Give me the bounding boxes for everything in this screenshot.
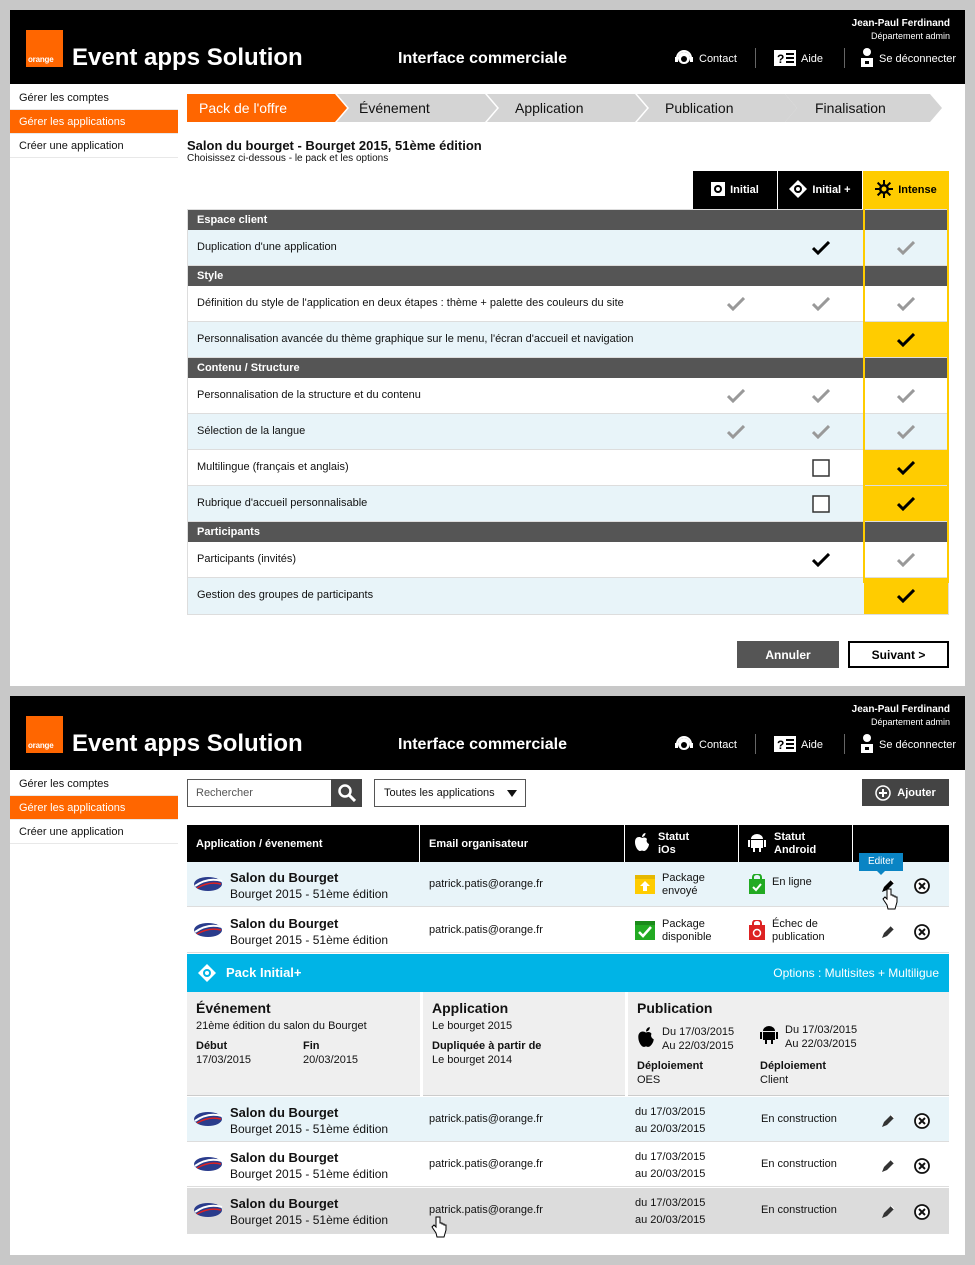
check-icon — [694, 286, 778, 321]
sidebar-item-applications[interactable]: Gérer les applications — [10, 110, 178, 134]
sidebar-item-accounts[interactable]: Gérer les comptes — [10, 772, 178, 796]
plane-logo-icon — [193, 1110, 223, 1128]
feature-row: Participants (invités) — [188, 542, 948, 578]
help-book-icon — [774, 736, 796, 755]
check-icon — [779, 230, 863, 265]
step-finalisation[interactable]: Finalisation — [785, 94, 942, 122]
contact-link[interactable]: Contact — [674, 734, 737, 756]
android-icon — [760, 1024, 778, 1044]
cancel-button[interactable]: Annuler — [737, 641, 839, 668]
delete-circle-icon[interactable] — [914, 924, 930, 940]
feature-row: Personnalisation avancée du thème graphique sur le menu, l'écran d'accueil et navigation — [188, 322, 948, 358]
sidebar-item-accounts[interactable]: Gérer les comptes — [10, 86, 178, 110]
detail-publication: Publication Du 17/03/2015 Au 22/03/2015 Déploiement OES Du 17/03/2015 Au 22/03/2015 Déploiement Client — [625, 992, 949, 1096]
option-checkbox[interactable] — [779, 486, 863, 521]
check-icon — [779, 286, 863, 321]
delete-circle-icon[interactable] — [914, 878, 930, 894]
edit-pencil-icon[interactable] — [880, 1204, 896, 1220]
help-link[interactable]: ? Aide — [774, 734, 823, 756]
brand-title: Event apps Solution — [72, 44, 303, 71]
status-text: En construction — [761, 1158, 837, 1170]
feature-row: Personnalisation de la structure et du contenu — [188, 378, 948, 414]
pack-initial-plus[interactable]: Initial + — [778, 171, 862, 209]
interface-title: Interface commerciale — [398, 736, 567, 753]
feature-row: Sélection de la langue — [188, 414, 948, 450]
logout-link[interactable]: Se déconnecter — [860, 734, 956, 756]
sidebar-item-create[interactable]: Créer une application — [10, 134, 178, 158]
check-icon — [864, 450, 948, 485]
feature-row: Gestion des groupes de participants — [188, 578, 948, 614]
android-status: Échec de publication — [749, 918, 825, 944]
app-detail — [187, 992, 949, 1096]
interface-title: Interface commerciale — [398, 50, 567, 67]
add-button[interactable]: Ajouter — [862, 779, 949, 806]
android-icon — [748, 832, 766, 855]
delete-circle-icon[interactable] — [914, 1113, 930, 1129]
publication-dates: du 17/03/2015 au 20/03/2015 — [635, 1197, 706, 1226]
pack-initial-plus-icon — [789, 180, 807, 201]
plane-logo-icon — [193, 1155, 223, 1173]
edit-pencil-icon[interactable] — [880, 1158, 896, 1174]
stepper — [187, 94, 942, 122]
sidebar-item-applications[interactable]: Gérer les applications — [10, 796, 178, 820]
headset-icon — [674, 49, 694, 70]
section-header: Style — [188, 266, 948, 286]
hand-cursor-icon — [882, 888, 898, 910]
pack-intense[interactable]: Intense — [863, 171, 949, 209]
header — [10, 696, 965, 770]
detail-application: Application Le bourget 2015 Dupliquée à partir de Le bourget 2014 — [420, 992, 625, 1096]
app-filter-select[interactable]: Toutes les applications — [374, 779, 526, 807]
orange-logo[interactable]: orange — [26, 30, 63, 67]
delete-circle-icon[interactable] — [914, 1204, 930, 1220]
apple-icon — [634, 832, 650, 855]
detail-event: Événement 21ème édition du salon du Bourget Début 17/03/2015 Fin 20/03/2015 — [196, 1000, 367, 1066]
section-header: Contenu / Structure — [188, 358, 948, 378]
section-header: Espace client — [188, 210, 948, 230]
lock-user-icon — [860, 48, 874, 71]
check-icon — [694, 378, 778, 413]
hand-cursor-icon — [431, 1216, 447, 1238]
sidebar — [10, 772, 178, 844]
check-icon — [864, 378, 948, 413]
pack-initial[interactable]: Initial — [693, 171, 777, 209]
check-icon — [864, 542, 948, 577]
pack-name: Pack Initial+ — [226, 965, 302, 980]
lock-user-icon — [860, 734, 874, 757]
brand-title: Event apps Solution — [72, 730, 303, 757]
publication-dates: du 17/03/2015 au 20/03/2015 — [635, 1106, 706, 1135]
step-publication[interactable]: Publication — [637, 94, 797, 122]
feature-row: Rubrique d'accueil personnalisable — [188, 486, 948, 522]
package-sent-icon — [635, 874, 655, 894]
search-icon — [338, 784, 356, 802]
apple-icon — [637, 1026, 655, 1048]
contact-link[interactable]: Contact — [674, 48, 737, 70]
table-row[interactable]: Salon du Bourget Bourget 2015 - 51ème édition patrick.patis@orange.fr du 17/03/2015 au 20/03/2015 En construction — [187, 1142, 949, 1187]
user-role: Département admin — [870, 717, 950, 727]
ios-status: Package disponible — [635, 918, 712, 944]
help-link[interactable]: ? Aide — [774, 48, 823, 70]
publication-dates: du 17/03/2015 au 20/03/2015 — [635, 1151, 706, 1180]
plane-logo-icon — [193, 875, 223, 893]
logout-link[interactable]: Se déconnecter — [860, 48, 956, 70]
headset-icon — [674, 735, 694, 756]
user-info — [852, 18, 950, 42]
apps-panel — [10, 696, 965, 1255]
step-pack[interactable]: Pack de l'offre — [187, 94, 347, 122]
pack-initial-icon — [711, 182, 725, 199]
col-application[interactable]: Application / évenement — [187, 825, 420, 862]
apps-table-header — [187, 825, 949, 862]
next-button[interactable]: Suivant > — [848, 641, 949, 668]
check-icon — [864, 322, 948, 357]
svg-text:?: ? — [777, 51, 785, 66]
pack-intense-icon — [875, 180, 893, 201]
sidebar — [10, 86, 178, 158]
status-text: En construction — [761, 1113, 837, 1125]
option-checkbox[interactable] — [779, 450, 863, 485]
failed-bag-icon — [749, 920, 765, 940]
pack-diamond-icon — [198, 964, 216, 982]
step-application[interactable]: Application — [487, 94, 647, 122]
edit-pencil-icon[interactable] — [880, 1113, 896, 1129]
offer-panel — [10, 10, 965, 686]
section-header: Participants — [188, 522, 948, 542]
check-icon — [864, 414, 948, 449]
user-role: Département admin — [870, 31, 950, 41]
pack-options: Options : Multisites + Multiligue — [773, 966, 939, 980]
header — [10, 10, 965, 84]
help-book-icon — [774, 50, 796, 69]
online-bag-icon — [749, 874, 765, 894]
check-icon — [779, 542, 863, 577]
check-icon — [694, 414, 778, 449]
user-name: Jean-Paul Ferdinand — [851, 18, 950, 29]
col-ios[interactable]: Statut iOs — [625, 825, 739, 862]
android-status: En ligne — [749, 872, 812, 894]
package-available-icon — [635, 920, 655, 940]
check-icon — [864, 578, 948, 614]
search-input[interactable] — [187, 779, 333, 807]
orange-logo[interactable]: orange — [26, 716, 63, 753]
check-icon — [864, 230, 948, 265]
check-icon — [779, 378, 863, 413]
chevron-down-icon — [507, 790, 517, 797]
col-android[interactable]: Statut Android — [739, 825, 853, 862]
table-row[interactable]: Salon du Bourget Bourget 2015 - 51ème édition patrick.patis@orange.fr Package disponible Échec de publication — [187, 908, 949, 953]
check-icon — [864, 286, 948, 321]
svg-text:?: ? — [777, 737, 785, 752]
offer-title: Salon du bourget - Bourget 2015, 51ème édition — [187, 138, 482, 153]
check-icon — [864, 486, 948, 521]
user-info — [852, 704, 950, 728]
pack-bar — [187, 954, 949, 992]
delete-circle-icon[interactable] — [914, 1158, 930, 1174]
feature-row: Multilingue (français et anglais) — [188, 450, 948, 486]
search-button[interactable] — [331, 779, 362, 807]
edit-tooltip: Editer — [859, 853, 903, 871]
plane-logo-icon — [193, 921, 223, 939]
table-row[interactable]: Salon du Bourget Bourget 2015 - 51ème édition patrick.patis@orange.fr du 17/03/2015 au 20/03/2015 En construction — [187, 1097, 949, 1142]
table-row[interactable]: Salon du Bourget Bourget 2015 - 51ème édition patrick.patis@orange.fr du 17/03/2015 au 20/03/2015 En construction — [187, 1188, 949, 1234]
feature-table — [187, 209, 949, 615]
check-icon — [779, 414, 863, 449]
table-row[interactable]: Salon du Bourget Bourget 2015 - 51ème édition patrick.patis@orange.fr Package envoyé En ligne — [187, 862, 949, 907]
sidebar-item-create[interactable]: Créer une application — [10, 820, 178, 844]
col-email[interactable]: Email organisateur — [420, 825, 625, 862]
edit-pencil-icon[interactable] — [880, 924, 896, 940]
user-name: Jean-Paul Ferdinand — [851, 704, 950, 715]
offer-subtitle: Choisissez ci-dessous - le pack et les options — [187, 153, 389, 164]
plus-circle-icon — [875, 785, 891, 801]
feature-row: Duplication d'une application — [188, 230, 948, 266]
ios-status: Package envoyé — [635, 872, 705, 898]
step-event[interactable]: Événement — [337, 94, 497, 122]
plane-logo-icon — [193, 1201, 223, 1219]
status-text: En construction — [761, 1204, 837, 1216]
feature-row: Définition du style de l'application en deux étapes : thème + palette des couleurs du site — [188, 286, 948, 322]
